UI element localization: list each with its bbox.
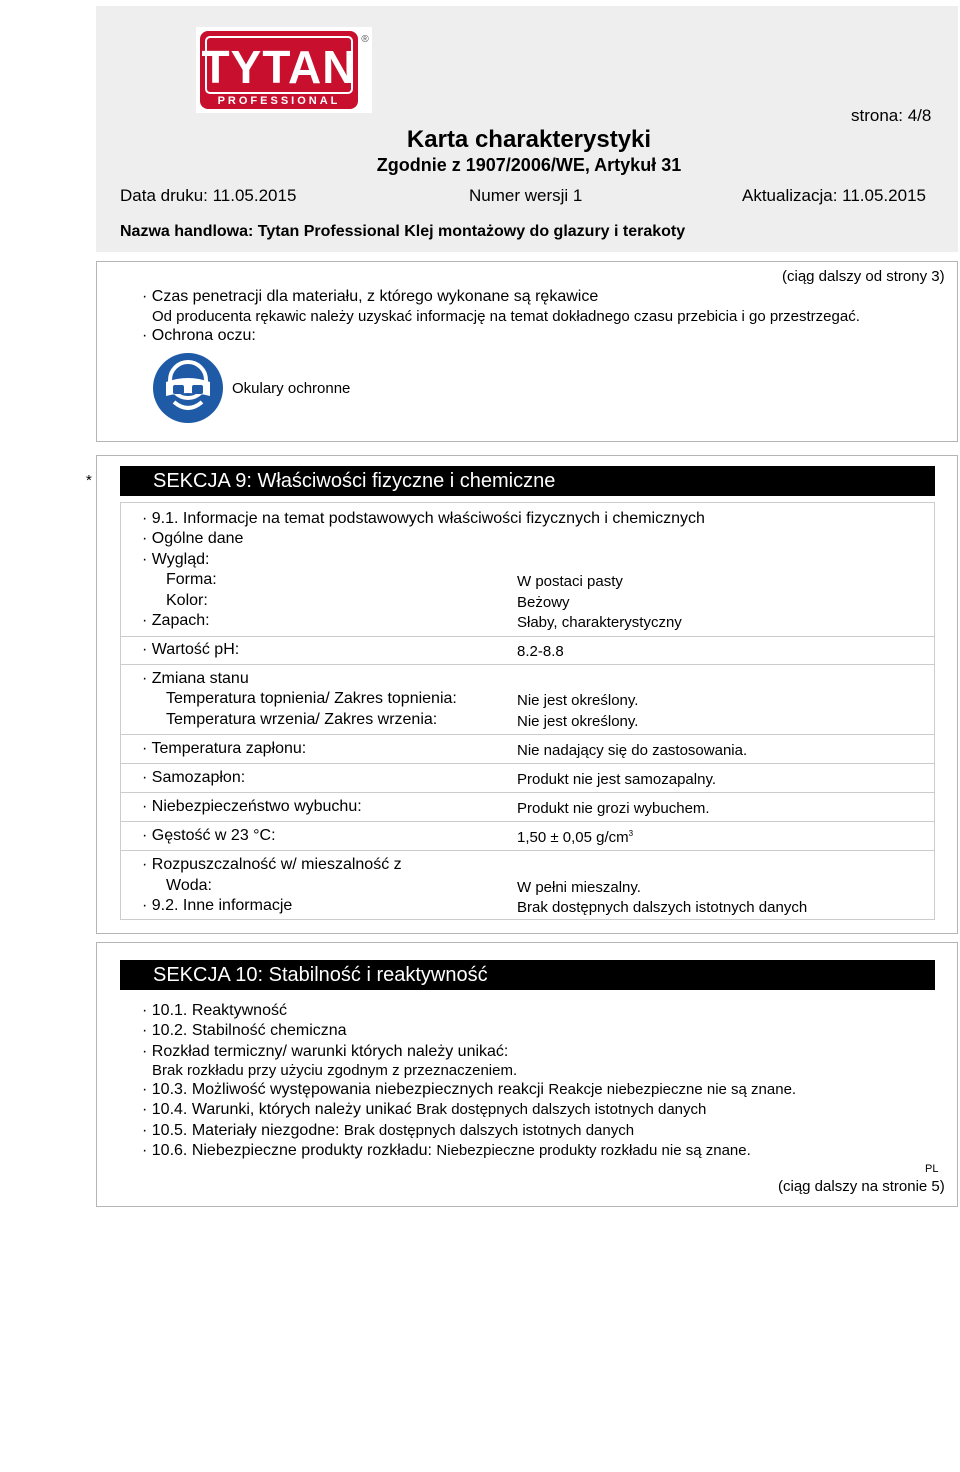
stability-label: · 10.2. Stabilność chemiczna (142, 1022, 347, 1039)
sub-9-1: · 9.1. Informacje na temat podstawowych właściwości fizycznych i chemicznych (142, 510, 705, 527)
flash-point-label: · Temperatura zapłonu: (142, 740, 307, 757)
ph-value: 8.2-8.8 (517, 643, 564, 660)
language-code: PL (925, 1163, 939, 1175)
trade-name: Nazwa handlowa: Tytan Professional Klej montażowy do glazury i terakoty (120, 223, 686, 240)
melting-label: Temperatura topnienia/ Zakres topnienia: (166, 690, 457, 707)
penetration-text: Od producenta rękawic należy uzyskać informację na temat dokładnego czasu przebicia i go przestrzegać. (152, 308, 860, 325)
page-number: strona: 4/8 (851, 106, 932, 125)
divider (120, 664, 935, 665)
solubility-label: · Rozpuszczalność w/ mieszalność z (142, 856, 402, 873)
melting-value: Nie jest określony. (517, 692, 639, 709)
color-label: Kolor: (166, 592, 208, 609)
hazardous-reactions: · 10.3. Możliwość występowania niebezpiecznych reakcji Reakcje niebezpieczne nie są znane. (142, 1081, 797, 1098)
density-label: · Gęstość w 23 °C: (142, 827, 276, 844)
other-info-value: Brak dostępnych dalszych istotnych danych (517, 899, 808, 916)
odor-value: Słaby, charakterystyczny (517, 614, 682, 631)
document-subtitle: Zgodnie z 1907/2006/WE, Artykuł 31 (376, 155, 682, 175)
general-data: · Ogólne dane (142, 530, 244, 547)
document-title: Karta charakterystyki (406, 126, 652, 153)
update-date: Aktualizacja: 11.05.2015 (742, 186, 926, 205)
eye-protection-label: · Ochrona oczu: (142, 327, 256, 344)
section10-title: SEKCJA 10: Stabilność i reaktywność (120, 960, 935, 990)
other-info-label: · 9.2. Inne informacje (142, 897, 293, 914)
conditions-to-avoid: · 10.4. Warunki, których należy unikać Brak dostępnych dalszych istotnych danych (142, 1101, 707, 1118)
water-label: Woda: (166, 877, 212, 894)
incompatible-materials: · 10.5. Materiały niezgodne: Brak dostępnych dalszych istotnych danych (142, 1122, 635, 1139)
decomposition-products: · 10.6. Niebezpieczne produkty rozkładu: Niebezpieczne produkty rozkładu nie są znane. (142, 1142, 751, 1159)
form-value: W postaci pasty (517, 573, 623, 590)
divider (120, 734, 935, 735)
continued-from: (ciąg dalszy od strony 3) (782, 268, 945, 285)
section9-title: SEKCJA 9: Właściwości fizyczne i chemiczne (120, 466, 935, 496)
water-value: W pełni mieszalny. (517, 879, 641, 896)
explosion-value: Produkt nie grozi wybuchem. (517, 800, 710, 817)
logo-text: TYTAN (201, 41, 357, 93)
print-date: Data druku: 11.05.2015 (120, 186, 297, 205)
boiling-value: Nie jest określony. (517, 713, 639, 730)
form-label: Forma: (166, 571, 217, 588)
autoignition-label: · Samozapłon: (142, 769, 246, 786)
reactivity-label: · 10.1. Reaktywność (142, 1002, 287, 1019)
explosion-label: · Niebezpieczeństwo wybuchu: (142, 798, 362, 815)
penetration-label: · Czas penetracji dla materiału, z którego wykonane są rękawice (142, 288, 599, 305)
decomposition-label: · Rozkład termiczny/ warunki których należy unikać: (142, 1043, 509, 1060)
divider (120, 636, 935, 637)
logo-sub: PROFESSIONAL (217, 95, 341, 107)
density-value: 1,50 ± 0,05 $g/cm^3$ (517, 829, 634, 846)
divider (120, 821, 935, 822)
tytan-logo (196, 27, 372, 113)
divider (120, 792, 935, 793)
continued-on: (ciąg dalszy na stronie 5) (778, 1178, 945, 1195)
logo-reg: ® (361, 34, 369, 45)
divider (120, 850, 935, 851)
odor-label: · Zapach: (142, 612, 210, 629)
flash-point-value: Nie nadający się do zastosowania. (517, 742, 748, 759)
boiling-label: Temperatura wrzenia/ Zakres wrzenia: (166, 711, 438, 728)
ph-label: · Wartość pH: (142, 641, 240, 658)
decomposition-text: Brak rozkładu przy użyciu zgodnym z przeznaczeniem. (152, 1062, 518, 1079)
revision-star: * (86, 472, 92, 489)
safety-goggles-icon (152, 352, 224, 424)
autoignition-value: Produkt nie jest samozapalny. (517, 771, 716, 788)
version-number: Numer wersji 1 (469, 186, 583, 205)
goggles-text: Okulary ochronne (232, 380, 351, 397)
color-value: Beżowy (517, 594, 570, 611)
state-change-label: · Zmiana stanu (142, 670, 249, 687)
appearance-label: · Wygląd: (142, 551, 210, 568)
divider (120, 763, 935, 764)
